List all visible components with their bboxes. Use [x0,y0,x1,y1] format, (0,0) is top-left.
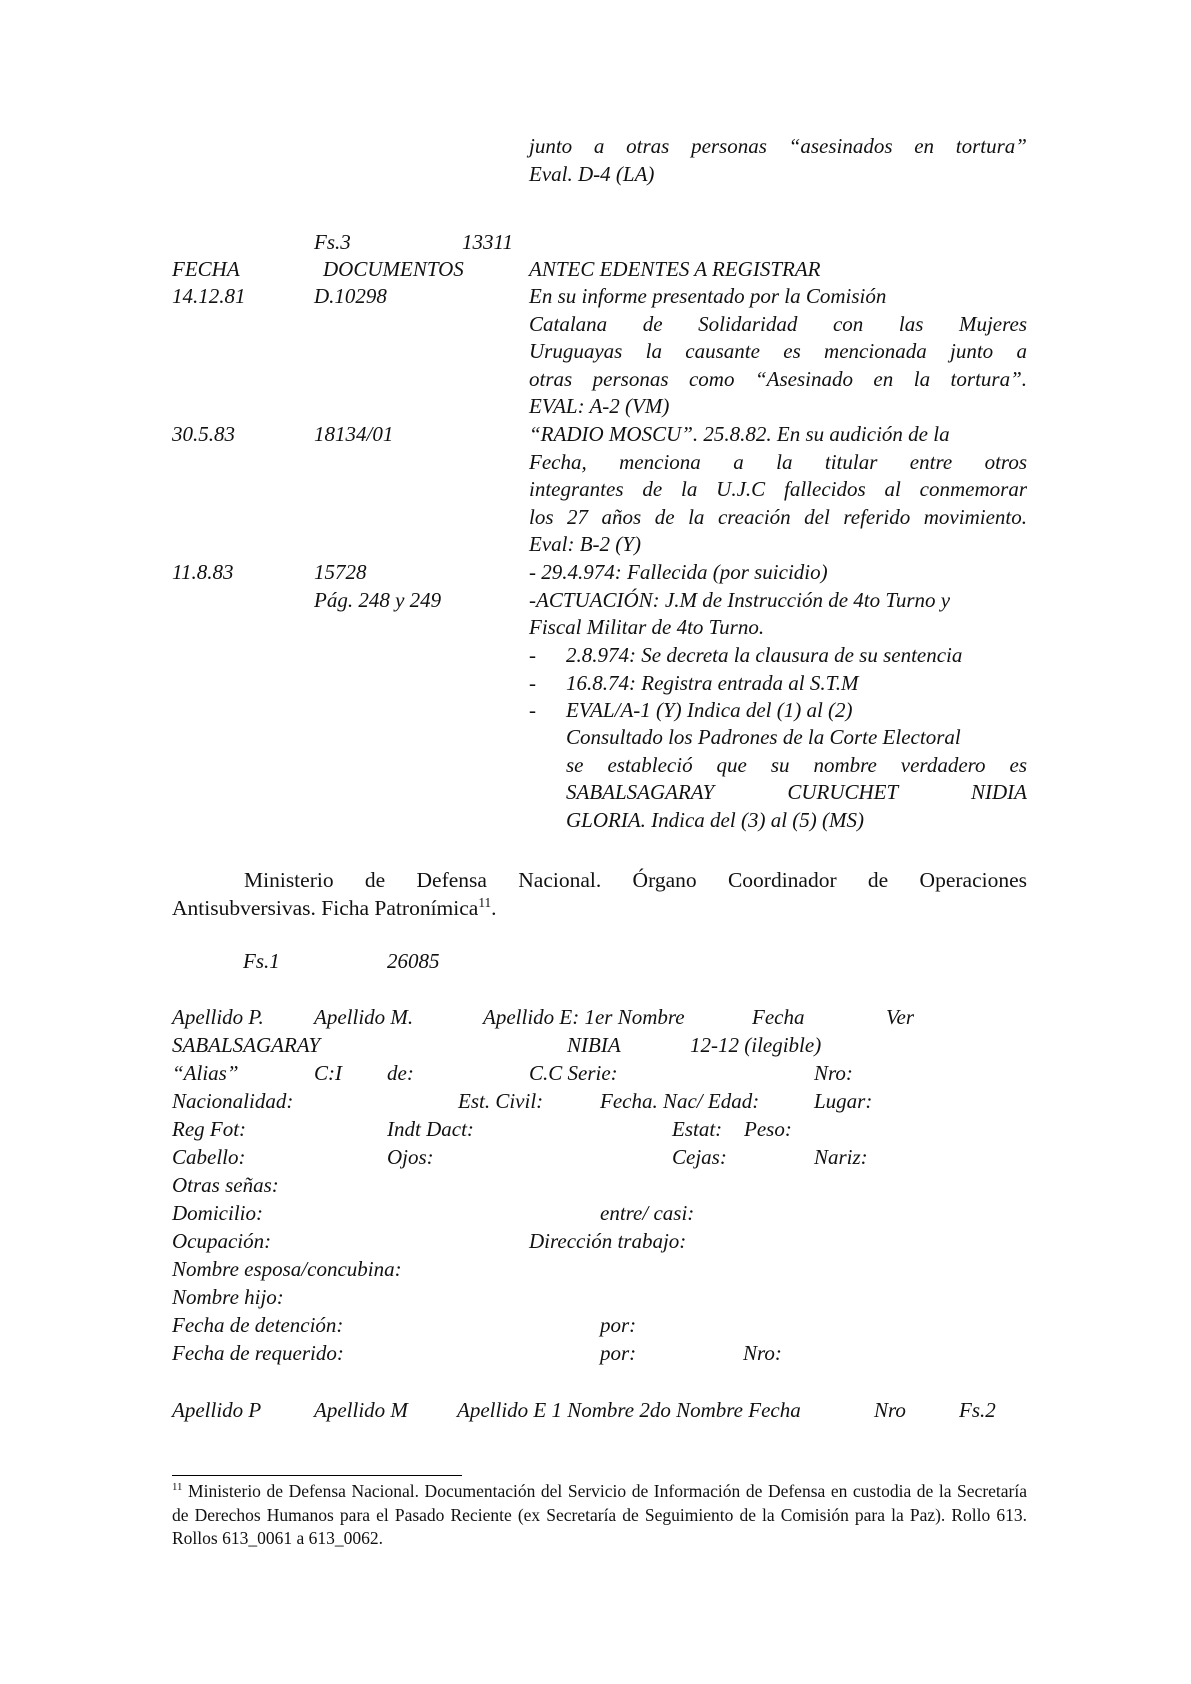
text-line: se estableció que su nombre verdadero es [566,752,1027,777]
bullet-list [529,642,1027,725]
footnote [172,1480,1027,1551]
ficha-fs-label: Fs.1 [243,949,280,973]
entry-text [529,559,1027,642]
field-label: Cabello: [172,1145,246,1169]
col-antecedentes-header: ANTEC EDENTES A REGISTRAR [529,257,821,281]
text-line: “RADIO MOSCU”. 25.8.82. En su audición de la [529,422,950,446]
ficha-header-2: Nro [874,1398,906,1422]
paragraph-line [172,894,1027,922]
entry-doc: D.10298 [314,284,387,308]
entry-text [529,421,1027,559]
text-line: integrantes de la U.J.C fallecidos al conmemorar [529,477,1027,501]
field-label: Indt Dact: [387,1117,474,1141]
field-label: por: [600,1313,637,1337]
field-label: Fecha de detención: [172,1313,344,1337]
field-label: Nacionalidad: [172,1089,294,1113]
paragraph-line-text: Antisubversivas. Ficha Patronímica [172,896,479,920]
indented-text [566,724,1027,834]
text-line: Fecha, menciona a la titular entre otros [529,449,1027,474]
fs-label: Fs.3 [314,230,351,254]
footnote-number: 11 [172,1481,183,1494]
text-line: En su informe presentado por la Comisión [529,284,887,308]
field-label: “Alias” [172,1061,239,1085]
field-label: Cejas: [672,1145,727,1169]
text-line: Eval. D-4 (LA) [529,161,655,186]
text-line: - 29.4.974: Fallecida (por suicidio) [529,560,828,584]
footnote-divider [172,1475,462,1476]
entry-doc: 18134/01 [314,422,394,446]
ficha-header: Apellido P. [172,1005,264,1029]
field-label: por: [600,1341,637,1365]
text-line: Consultado los Padrones de la Corte Electoral [566,725,961,749]
entry-text [529,283,1027,421]
field-label: Fecha. Nac/ Edad: [600,1089,760,1113]
text-line: GLORIA. Indica del (3) al (5) (MS) [566,807,864,832]
field-label: Nro: [743,1341,782,1365]
entry-fecha: 11.8.83 [172,560,234,584]
ficha-header-2: Apellido E 1 Nombre 2do Nombre Fecha [457,1398,801,1422]
entry-fecha: 14.12.81 [172,284,246,308]
list-item [529,670,1027,698]
text-line: SABALSAGARAY CURUCHET NIDIA [566,780,1027,804]
field-label: Nariz: [814,1145,868,1169]
text-line: otras personas como “Asesinado en la tortura”. [529,366,1027,391]
text-line: junto a otras personas “asesinados en tortura” [529,134,1027,158]
field-label: entre/ casi: [600,1201,695,1225]
ficha-header: Apellido M. [314,1005,414,1029]
footnote-ref[interactable]: 11 [478,894,492,910]
text-line: Uruguayas la causante es mencionada junto a [529,339,1027,363]
field-label: Dirección trabajo: [529,1229,687,1253]
bullet-text: 2.8.974: Se decreta la clausura de su sentencia [566,643,963,667]
field-label: Peso: [744,1117,792,1141]
bullet-dash: - [529,698,536,722]
field-label: Estat: [672,1117,723,1141]
ficha-header-2: Apellido P [172,1398,262,1422]
footnote-text: Ministerio de Defensa Nacional. Documentación del Servicio de Información de Defensa en custodia de la Secretaría de Derechos Humanos para el Pasado Reciente (ex Secretaría de Seguimiento de la Comisión para la Paz). Rollo 613. Rollos 613_0061 a 613_0062. [172,1481,1027,1548]
bullet-text: 16.8.74: Registra entrada al S.T.M [566,670,859,695]
ficha-fs-number: 26085 [387,949,440,973]
ficha-header: Ver [886,1005,914,1029]
entry-doc: 15728 [314,560,367,584]
bullet-text: EVAL/A-1 (Y) Indica del (1) al (2) [566,698,853,722]
field-label: C:I [314,1061,342,1085]
text-line: los 27 años de la creación del referido movimiento. [529,504,1027,529]
ficha-value-apellido: SABALSAGARAY [172,1033,321,1057]
text-line: Eval: B-2 (Y) [529,532,641,556]
bullet-dash: - [529,643,536,667]
text-line: Fiscal Militar de 4to Turno. [529,615,765,639]
text-line: Catalana de Solidaridad con las Mujeres [529,311,1027,336]
entry-fecha: 30.5.83 [172,422,235,446]
ficha-header-2: Fs.2 [959,1398,996,1422]
ficha-header-2: Apellido M [314,1398,408,1422]
field-label: Otras señas: [172,1173,279,1197]
paragraph-line: Ministerio de Defensa Nacional. Órgano Coordinador de Operaciones [244,868,1027,892]
list-item [529,697,1027,725]
list-item [529,642,1027,670]
field-label: Domicilio: [172,1201,263,1225]
col-fecha-header: FECHA [172,257,240,281]
field-label: Ocupación: [172,1229,272,1253]
field-label: Ojos: [387,1145,434,1169]
text-line: EVAL: A-2 (VM) [529,394,670,418]
ficha-header: Fecha [752,1005,805,1029]
fs-number: 13311 [462,230,513,254]
field-label: C.C Serie: [529,1061,618,1085]
ficha-value-nombre: NIBIA [567,1033,621,1057]
field-label: Nro: [814,1061,853,1085]
field-label: Est. Civil: [458,1089,544,1113]
col-documentos-header: DOCUMENTOS [323,257,464,281]
field-label: de: [387,1061,414,1085]
field-label: Nombre hijo: [172,1285,284,1309]
entry-doc-pages: Pág. 248 y 249 [314,588,442,612]
text-line: -ACTUACIÓN: J.M de Instrucción de 4to Turno y [529,587,951,612]
continuation-block [529,133,1027,188]
ficha-value-fecha: 12-12 (ilegible) [690,1033,822,1057]
ficha-header: Apellido E: 1er Nombre [483,1005,685,1029]
field-label: Lugar: [814,1089,873,1113]
bullet-dash: - [529,670,536,695]
body-paragraph [172,866,1027,922]
paragraph-end: . [491,896,497,920]
field-label: Fecha de requerido: [172,1341,344,1365]
field-label: Reg Fot: [172,1117,247,1141]
field-label: Nombre esposa/concubina: [172,1257,402,1281]
